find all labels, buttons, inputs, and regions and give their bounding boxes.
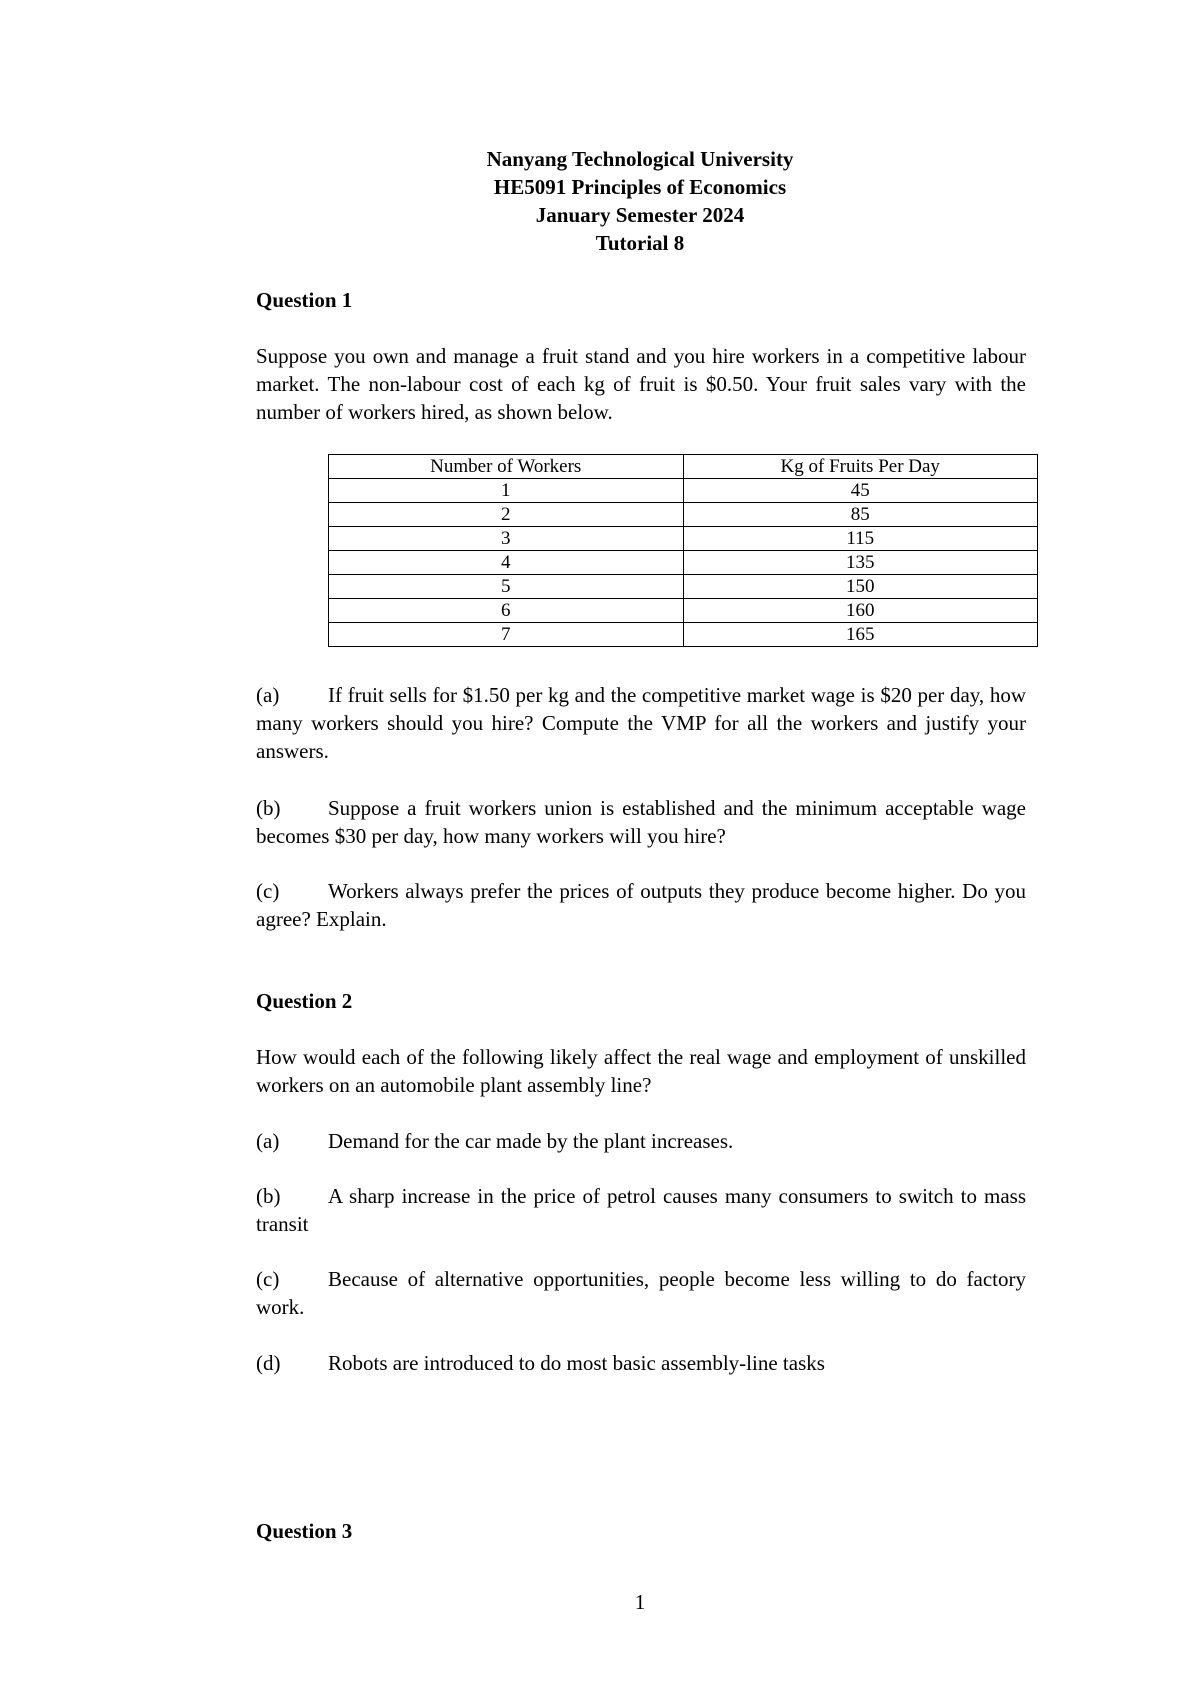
part-label: (c) bbox=[256, 879, 280, 903]
column-header-workers: Number of Workers bbox=[329, 455, 684, 479]
tutorial-label: Tutorial 8 bbox=[595, 231, 685, 255]
question-2-part-c bbox=[256, 1265, 1026, 1321]
table-cell: 1 bbox=[329, 479, 684, 503]
part-text: Because of alternative opportunities, people become less willing to do factory work. bbox=[256, 1267, 1026, 1319]
column-header-kg: Kg of Fruits Per Day bbox=[683, 455, 1038, 479]
table-row bbox=[329, 599, 1038, 623]
table-row bbox=[329, 503, 1038, 527]
part-text: Workers always prefer the prices of outputs they produce become higher. Do you agree? Explain. bbox=[256, 879, 1026, 931]
question-3-heading: Question 3 bbox=[256, 1519, 353, 1543]
semester-label: January Semester 2024 bbox=[535, 203, 745, 227]
question-2-part-d bbox=[256, 1349, 1026, 1377]
part-label: (c) bbox=[256, 1267, 280, 1291]
table-row bbox=[329, 551, 1038, 575]
table-row bbox=[329, 479, 1038, 503]
table-cell: 6 bbox=[329, 599, 684, 623]
part-label: (a) bbox=[256, 683, 280, 707]
table-cell: 2 bbox=[329, 503, 684, 527]
question-1-heading: Question 1 bbox=[256, 288, 353, 312]
table-cell: 150 bbox=[683, 575, 1038, 599]
table-cell: 160 bbox=[683, 599, 1038, 623]
part-label: (b) bbox=[256, 796, 281, 820]
part-text: Robots are introduced to do most basic assembly-line tasks bbox=[328, 1351, 825, 1375]
question-1-intro: Suppose you own and manage a fruit stand and you hire workers in a competitive labour market. The non-labour cost of each kg of fruit is $0.50. Your fruit sales vary with the number of workers hired, as shown below. bbox=[256, 344, 1026, 424]
table-cell: 7 bbox=[329, 623, 684, 647]
table-row bbox=[329, 575, 1038, 599]
part-text: Suppose a fruit workers union is established and the minimum acceptable wage becomes $30 per day, how many workers will you hire? bbox=[256, 796, 1026, 848]
part-text: A sharp increase in the price of petrol causes many consumers to switch to mass transit bbox=[256, 1184, 1026, 1236]
part-label: (a) bbox=[256, 1129, 280, 1153]
page-number: 1 bbox=[634, 1590, 646, 1614]
part-text: Demand for the car made by the plant increases. bbox=[328, 1129, 734, 1153]
table-header-row bbox=[329, 455, 1038, 479]
question-2-part-a bbox=[256, 1127, 1026, 1155]
table-cell: 135 bbox=[683, 551, 1038, 575]
question-2-intro: How would each of the following likely affect the real wage and employment of unskilled workers on an automobile plant assembly line? bbox=[256, 1045, 1026, 1097]
question-1-part-a bbox=[256, 681, 1026, 765]
table-cell: 3 bbox=[329, 527, 684, 551]
table-cell: 115 bbox=[683, 527, 1038, 551]
part-label: (b) bbox=[256, 1184, 281, 1208]
table-cell: 4 bbox=[329, 551, 684, 575]
document-header bbox=[0, 145, 1200, 257]
question-1-part-b bbox=[256, 794, 1026, 850]
table-row bbox=[329, 623, 1038, 647]
course-title: HE5091 Principles of Economics bbox=[493, 175, 787, 199]
table-cell: 5 bbox=[329, 575, 684, 599]
table-row bbox=[329, 527, 1038, 551]
question-2-part-b bbox=[256, 1182, 1026, 1238]
part-text: If fruit sells for $1.50 per kg and the competitive market wage is $20 per day, how many workers should you hire? Compute the VMP for all the workers and justify your answers. bbox=[256, 683, 1026, 763]
university-name: Nanyang Technological University bbox=[486, 147, 794, 171]
fruit-sales-table bbox=[328, 454, 1038, 647]
table-cell: 85 bbox=[683, 503, 1038, 527]
question-2-heading: Question 2 bbox=[256, 989, 353, 1013]
part-label: (d) bbox=[256, 1351, 281, 1375]
table-cell: 165 bbox=[683, 623, 1038, 647]
question-1-part-c bbox=[256, 877, 1026, 933]
table-cell: 45 bbox=[683, 479, 1038, 503]
